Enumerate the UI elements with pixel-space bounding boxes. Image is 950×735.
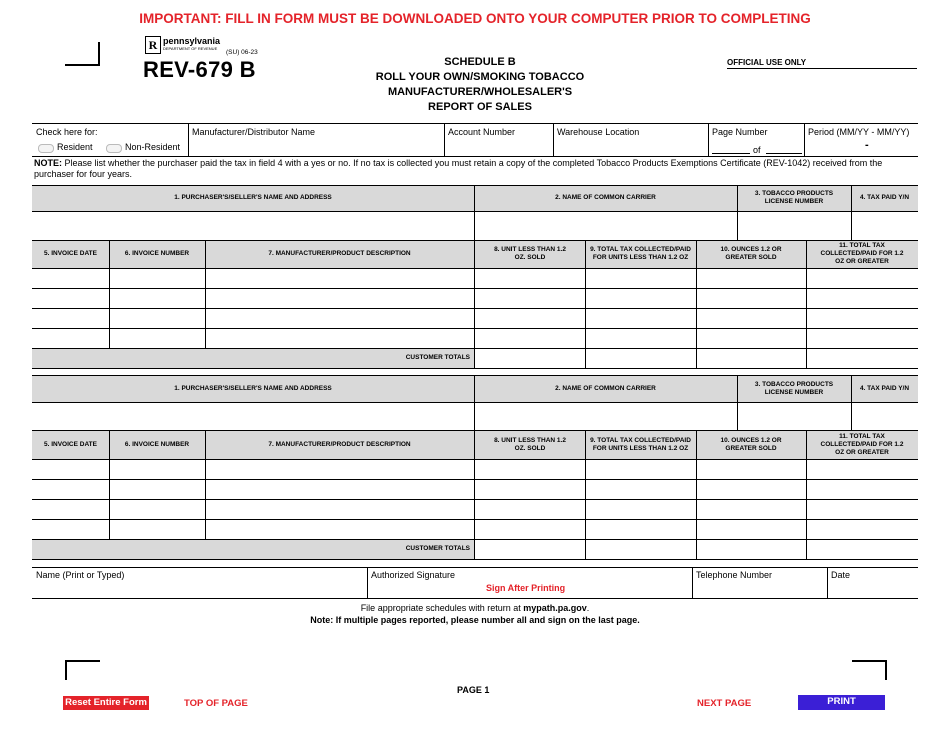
signature-bottom-rule — [32, 598, 918, 599]
date-field[interactable]: Date — [831, 570, 851, 580]
file-instructions-suffix: . — [586, 603, 590, 613]
reset-form-button[interactable]: Reset Entire Form — [63, 696, 149, 710]
corner-mark-bottom-right — [852, 660, 887, 680]
header-top-rule — [32, 123, 918, 124]
table-col-divider — [806, 430, 807, 559]
period-field[interactable]: Period (MM/YY - MM/YY) — [808, 127, 910, 137]
col-product-desc-header: 7. MANUFACTURER/PRODUCT DESCRIPTION — [268, 440, 411, 448]
page-number-field[interactable]: Page Number — [712, 127, 768, 137]
table-rule — [32, 268, 918, 269]
signature-divider — [367, 567, 368, 598]
col-unit-less-header: 8. UNIT LESS THAN 1.2 OZ. SOLD — [494, 246, 566, 261]
header-bottom-rule — [32, 156, 918, 157]
sign-after-printing-note: Sign After Printing — [486, 583, 566, 593]
table-rule — [32, 328, 918, 329]
table-col-divider — [737, 375, 738, 430]
col-tax-paid-header: 4. TAX PAID Y/N — [859, 194, 910, 201]
col-carrier-header: 2. NAME OF COMMON CARRIER — [555, 194, 656, 201]
account-number-field[interactable]: Account Number — [448, 127, 516, 137]
check-here-label: Check here for: — [36, 127, 98, 137]
col-tax-greater-header: 11. TOTAL TAX COLLECTED/PAID FOR 1.2 OZ OR GREATER — [820, 432, 904, 456]
schedule-title-2: ROLL YOUR OWN/SMOKING TOBACCO — [375, 71, 585, 83]
col-tax-greater-header: 11. TOTAL TAX COLLECTED/PAID FOR 1.2 OZ OR GREATER — [820, 242, 904, 265]
table-rule — [32, 459, 918, 460]
table-rule — [32, 211, 918, 212]
print-button[interactable]: PRINT — [798, 695, 885, 710]
signature-top-rule — [32, 567, 918, 568]
non-resident-radio[interactable] — [106, 144, 122, 153]
header-divider — [804, 123, 805, 156]
col-license-header: 3. TOBACCO PRODUCTS LICENSE NUMBER — [754, 380, 834, 396]
header-divider — [188, 123, 189, 156]
col-purchaser-header: 1. PURCHASER'S/SELLER'S NAME AND ADDRESS — [174, 384, 332, 392]
page-total-line — [766, 153, 802, 154]
multi-page-note: Note: If multiple pages reported, please number all and sign on the last page. — [310, 615, 640, 625]
top-of-page-button[interactable]: TOP OF PAGE — [184, 698, 248, 709]
page-number-line — [712, 153, 750, 154]
col-product-desc-header: 7. MANUFACTURER/PRODUCT DESCRIPTION — [268, 250, 411, 257]
name-field[interactable]: Name (Print or Typed) — [36, 570, 125, 580]
header-divider — [444, 123, 445, 156]
col-invoice-number-header: 6. INVOICE NUMBER — [124, 250, 190, 257]
table-col-divider — [696, 240, 697, 368]
header-divider — [553, 123, 554, 156]
table-rule — [32, 288, 918, 289]
signature-divider — [827, 567, 828, 598]
table-rule — [32, 559, 918, 560]
table-col-divider — [474, 185, 475, 368]
official-use-label: OFFICIAL USE ONLY — [727, 58, 807, 67]
table-col-divider — [696, 430, 697, 559]
table-rule — [32, 479, 918, 480]
col-invoice-date-header: 5. INVOICE DATE — [44, 250, 97, 257]
col-unit-less-header: 8. UNIT LESS THAN 1.2 OZ. SOLD — [494, 436, 566, 452]
important-banner: IMPORTANT: FILL IN FORM MUST BE DOWNLOADED ONTO YOUR COMPUTER PRIOR TO COMPLETING — [139, 11, 811, 26]
col-license-header: 3. TOBACCO PRODUCTS LICENSE NUMBER — [754, 190, 834, 205]
col-tax-paid-header: 4. TAX PAID Y/N — [859, 384, 910, 392]
revision-code: (SU) 06-23 — [226, 49, 258, 56]
resident-label: Resident — [57, 142, 93, 152]
logo-dept-name: DEPARTMENT OF REVENUE — [163, 46, 218, 51]
warehouse-location-field[interactable]: Warehouse Location — [557, 127, 640, 137]
table-col-divider — [737, 185, 738, 240]
note-text — [34, 158, 914, 180]
pa-keystone-logo-icon: R — [145, 36, 161, 54]
file-instructions — [0, 603, 950, 613]
schedule-title-4: REPORT OF SALES — [428, 101, 532, 113]
table-rule — [32, 519, 918, 520]
note-label: NOTE: — [34, 158, 62, 168]
signature-divider — [692, 567, 693, 598]
table-col-divider — [474, 375, 475, 559]
col-tax-less-header: 9. TOTAL TAX COLLECTED/PAID FOR UNITS LESS THAN 1.2 OZ — [590, 436, 691, 452]
table-col-divider — [806, 240, 807, 368]
corner-mark-bottom-left — [65, 660, 100, 680]
non-resident-label: Non-Resident — [125, 142, 181, 152]
col-ounces-header: 10. OUNCES 1.2 OR GREATER SOLD — [720, 246, 782, 261]
official-use-line — [727, 68, 917, 69]
table-rule — [32, 368, 918, 369]
next-page-button[interactable]: NEXT PAGE — [697, 698, 752, 709]
page-of-label: of — [753, 145, 761, 155]
logo-state-name: pennsylvania — [163, 36, 221, 46]
col-invoice-number-header: 6. INVOICE NUMBER — [124, 440, 190, 448]
col-tax-less-header: 9. TOTAL TAX COLLECTED/PAID FOR UNITS LESS THAN 1.2 OZ — [590, 246, 691, 261]
schedule-title-3: MANUFACTURER/WHOLESALER'S — [387, 86, 573, 98]
mypath-link[interactable]: mypath.pa.gov — [523, 603, 587, 613]
table-rule — [32, 308, 918, 309]
authorized-signature-field[interactable]: Authorized Signature — [371, 570, 456, 580]
col-purchaser-header: 1. PURCHASER'S/SELLER'S NAME AND ADDRESS — [174, 194, 332, 201]
period-dash: - — [865, 139, 869, 151]
form-number: REV-679 B — [143, 57, 256, 82]
resident-radio[interactable] — [38, 144, 54, 153]
table-rule — [32, 499, 918, 500]
file-instructions-prefix: File appropriate schedules with return at — [360, 603, 524, 613]
col-ounces-header: 10. OUNCES 1.2 OR GREATER SOLD — [720, 436, 782, 452]
telephone-field[interactable]: Telephone Number — [696, 570, 773, 580]
col-invoice-date-header: 5. INVOICE DATE — [44, 440, 97, 448]
note-body: Please list whether the purchaser paid the tax in field 4 with a yes or no. If no tax is collected you must retain a copy of the completed Tobacco Products Exemptions Certificate (REV-1042) received from the purchaser for four years. — [34, 158, 883, 179]
customer-totals-label: CUSTOMER TOTALS — [405, 545, 470, 552]
manufacturer-name-field[interactable]: Manufacturer/Distributor Name — [192, 127, 316, 137]
corner-mark-top-left — [65, 42, 100, 66]
col-carrier-header: 2. NAME OF COMMON CARRIER — [555, 384, 656, 392]
page-label: PAGE 1 — [457, 685, 490, 695]
header-divider — [708, 123, 709, 156]
table-rule — [32, 402, 918, 403]
customer-totals-label: CUSTOMER TOTALS — [405, 354, 470, 361]
schedule-title-1: SCHEDULE B — [444, 56, 516, 68]
